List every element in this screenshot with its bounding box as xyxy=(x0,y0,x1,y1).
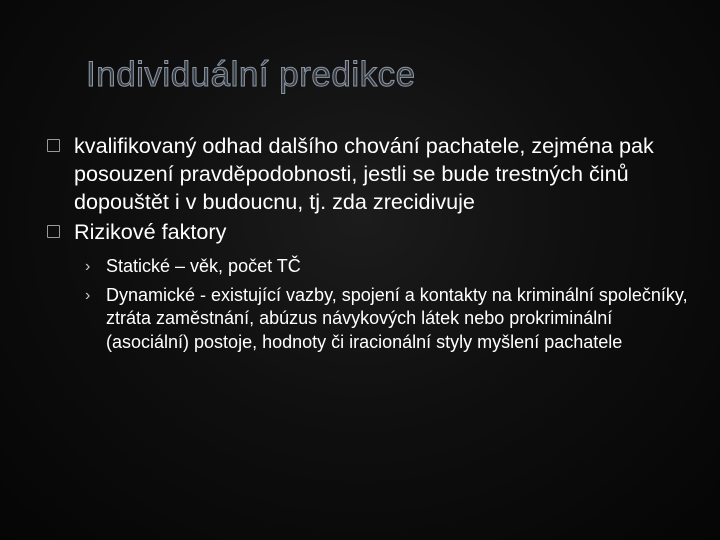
bullet-item xyxy=(52,218,692,246)
bullet-text: Rizikové faktory xyxy=(74,219,227,244)
sub-bullet-item xyxy=(83,255,692,279)
slide-title: Individuální predikce xyxy=(86,55,416,94)
slide-body xyxy=(52,132,692,359)
chevron-right-bullet-icon: › xyxy=(85,286,91,304)
sub-bullet-item xyxy=(83,284,692,355)
sub-bullet-list xyxy=(52,255,692,354)
bullet-item xyxy=(52,132,692,216)
sub-bullet-text: Statické – věk, počet TČ xyxy=(106,256,301,276)
bullet-text: kvalifikovaný odhad dalšího chování pachatele, zejména pak posouzení pravděpodobnosti, jestli se bude trestných činů dopouštět i v budoucnu, tj. zda zrecidivuje xyxy=(74,133,654,214)
sub-bullet-text: Dynamické - existující vazby, spojení a kontakty na kriminální společníky, ztráta zaměstnání, abúzus návykových látek nebo prokriminální (asociální) postoje, hodnoty či iracionální styly myšlení pachatele xyxy=(106,284,688,352)
chevron-right-bullet-icon: › xyxy=(85,258,91,275)
hollow-square-bullet-icon xyxy=(47,225,60,238)
hollow-square-bullet-icon xyxy=(47,139,60,152)
